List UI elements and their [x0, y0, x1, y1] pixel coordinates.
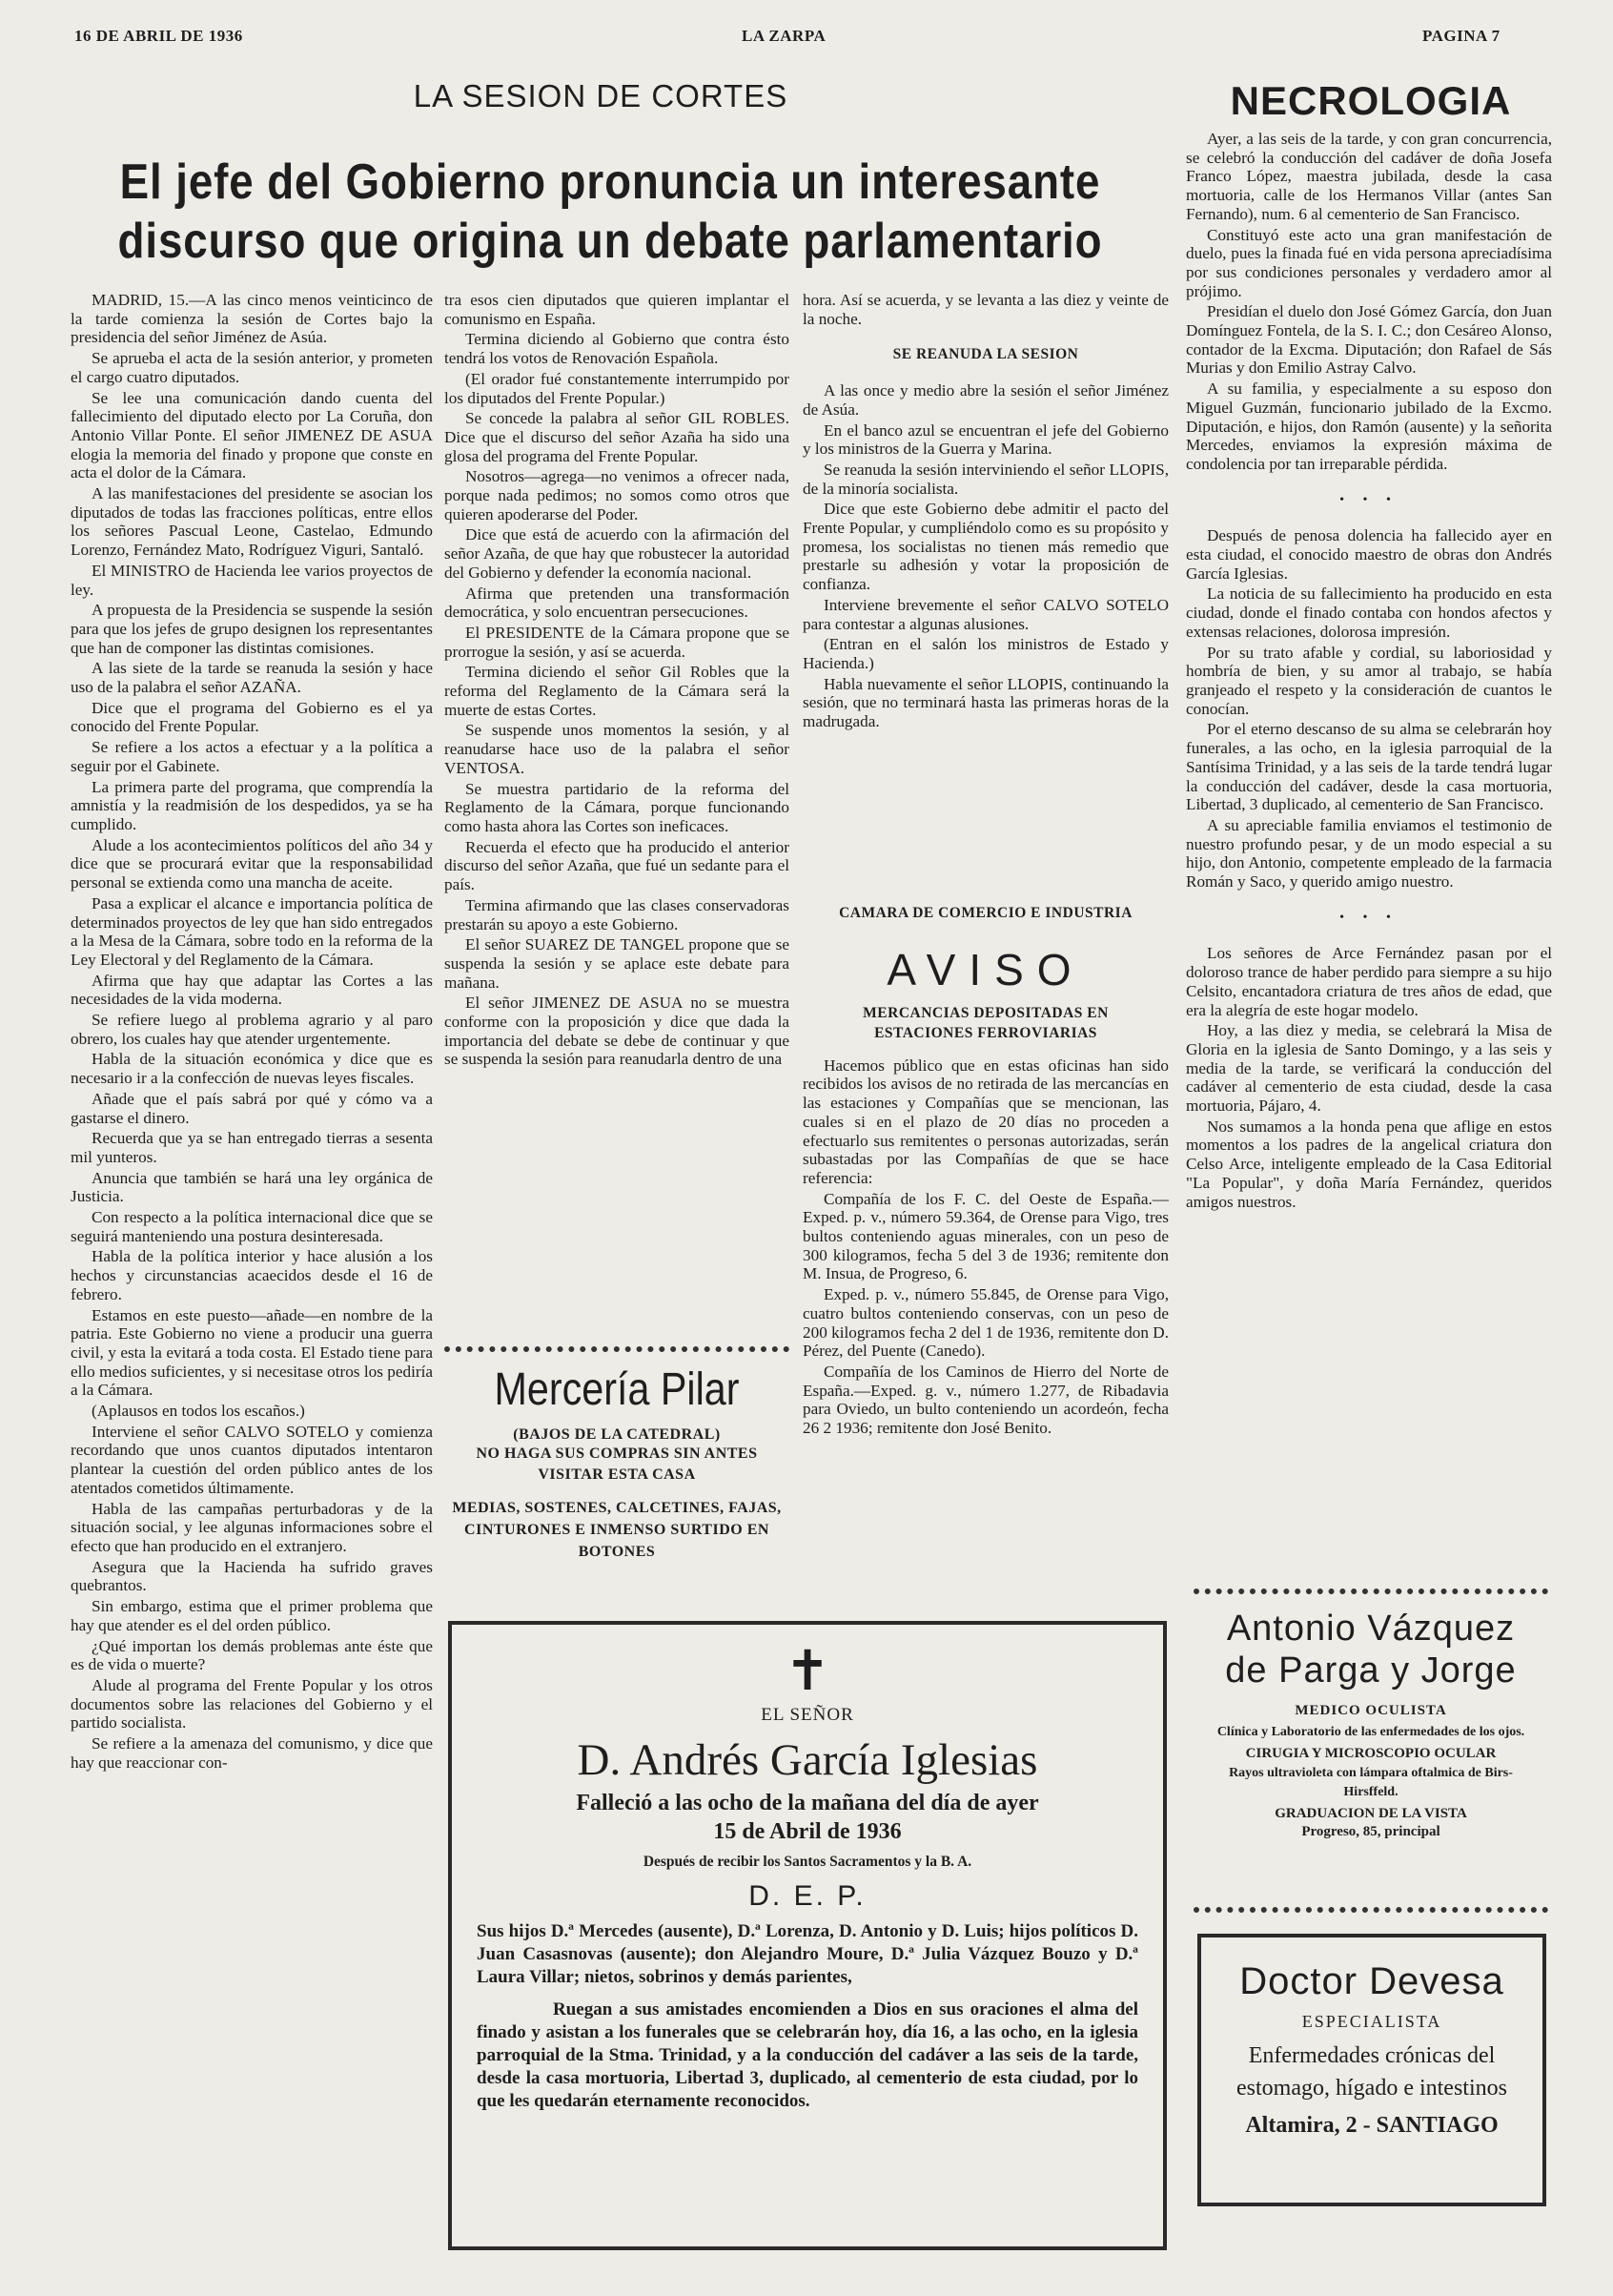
article-paragraph: Anuncia que también se hará una ley orgánica de Justicia. [71, 1168, 433, 1206]
notice-request: Ruegan a sus amistades encomienden a Dios en sus oraciones el alma del finado y asistan a los funerales que se celebrarán hoy, día 16, a las ocho, en la iglesia parroquial de la Stma. Trinidad, y a la conducción del cadáver a las seis de la tarde, desde la casa mortuoria, Libertad 3, duplicado, al cementerio de esta ciudad, por lo que les quedarán eternamente reconocidos. [477, 1999, 1138, 2111]
article-paragraph: Pasa a explicar el alcance e importancia política de determinados proyectos de ley que han sido entregados a la Mesa de la Cámara, sobre todo en la reforma de la Ley Electoral y del Reglamento de la Cámara. [71, 893, 433, 969]
article-paragraph: ¿Qué importan los demás problemas ante éste que es de vida o muerte? [71, 1636, 433, 1674]
article-paragraph: A las once y medio abre la sesión el señor Jiménez de Asúa. [803, 381, 1169, 419]
aviso-org: CAMARA DE COMERCIO E INDUSTRIA [839, 905, 1133, 921]
aviso-notice [803, 904, 1169, 1590]
section-subhead: SE REANUDA LA SESION [892, 346, 1079, 363]
doctor-title: MEDICO OCULISTA [1295, 1703, 1447, 1718]
obituary-paragraph: Por el eterno descanso de su alma se celebrarán hoy funerales, a las ocho, en la iglesia parroquial de la Santísima Trinidad, y a las seis de la tarde tendrá lugar la conducción del cadáver, desde la casa mortuoria, Libertad, 3 duplicado, al cementerio de San Francisco. [1186, 720, 1552, 814]
article-paragraph: Dice que este Gobierno debe admitir el pacto del Frente Popular, y cumpliéndolo como es su propósito y promesa, los socialistas no tienen más remedio que prestarle su adhesión y votar la proposición de confianza. [803, 500, 1169, 594]
article-paragraph: Habla de las campañas perturbadoras y de la situación social, y lee algunas informaciones sobre el efecto que han producido en el extranjero. [71, 1499, 433, 1555]
separator: • • • [1339, 910, 1399, 925]
notice-el-senor: EL SEÑOR [761, 1705, 854, 1725]
vazquez-ad [1186, 1608, 1556, 1894]
article-paragraph: El PRESIDENTE de la Cámara propone que se prorrogue la sesión, y así se acuerda. [444, 623, 789, 661]
merceria-products: MEDIAS, SOSTENES, CALCETINES, FAJAS, CINTURONES E INMENSO SURTIDO EN BOTONES [452, 1500, 782, 1560]
obituary-paragraph: Presidían el duelo don José Gómez García, don Juan Domínguez Fontela, de la S. I. C.; don Cesáreo Alonso, contador de la Excma. Diputación; don Rafael de Sás Murias y don Emilio Astray Calvo. [1186, 302, 1552, 378]
notice-family: Sus hijos D.ª Mercedes (ausente), D.ª Lorenza, D. Antonio y D. Luis; hijos políticos D. Juan Casasnovas (ausente); don Alejandro Moure, D.ª Julia Vázquez Bouzo y D.ª Laura Villar; nietos, sobrinos y demás parientes, [477, 1921, 1138, 1987]
article-paragraph: A las siete de la tarde se reanuda la sesión y hace uso de la palabra el señor AZAÑA. [71, 659, 433, 697]
article-paragraph: Alude al programa del Frente Popular y los otros documentos sobre las relaciones del Gobierno y el partido socialista. [71, 1675, 433, 1732]
article-paragraph: Afirma que hay que adaptar las Cortes a las necesidades de la vida moderna. [71, 971, 433, 1009]
article-paragraph: Se concede la palabra al señor GIL ROBLES. Dice que el discurso del señor Azaña ha sido una glosa del programa del Frente Popular. [444, 409, 789, 465]
article-paragraph: tra esos cien diputados que quieren implantar el comunismo en España. [444, 291, 789, 328]
article-paragraph: (Entran en el salón los ministros de Estado y Hacienda.) [803, 635, 1169, 672]
obituary-paragraph: A su familia, y especialmente a su esposo don Miguel Guzmán, funcionario jubilado de la Excmo. Diputación, e hijos, don Ramón (ausente) y la señorita Mercedes, enviamos la expresión máxima de condolencia por tan irreparable pérdida. [1186, 379, 1552, 473]
death-time: Falleció a las ocho de la mañana del día de ayer [576, 1791, 1039, 1815]
devesa-specialty: Enfermedades crónicas del estomago, hígado e intestinos [1236, 2043, 1507, 2101]
article-paragraph: (Aplausos en todos los escaños.) [92, 1402, 305, 1421]
article-paragraph: Se aprueba el acta de la sesión anterior, y prometen el cargo cuatro diputados. [71, 349, 433, 386]
article-paragraph: En el banco azul se encuentran el jefe del Gobierno y los ministros de la Guerra y Marina. [803, 420, 1169, 459]
article-paragraph: Dice que el programa del Gobierno es el ya conocido del Frente Popular. [71, 698, 433, 736]
article-paragraph: El señor JIMENEZ DE ASUA no se muestra conforme con la proposición y dice que dada la importancia del debate se debe de continuar y que se suspenda la sesión para reanudarla dentro de una [444, 994, 789, 1069]
article-paragraph: MADRID, 15.—A las cinco menos veinticinco de la tarde comienza la sesión de Cortes bajo la presidencia del señor Jiménez de Asúa. [71, 291, 433, 347]
obituary-paragraph: Ayer, a las seis de la tarde, y con gran concurrencia, se celebró la conducción del cadáver de doña Josefa Franco López, maestra jubilada, desde la casa mortuoria, calle de los Hermanos Villar (antes San Fernando), num. 6 al cementerio de San Francisco. [1186, 130, 1552, 223]
obituary-paragraph: Constituyó este acto una gran manifestación de duelo, pues la finada fué en vida persona apreciadísima por sus condiciones personales y verdadero amor al prójimo. [1186, 225, 1552, 300]
obituary-paragraph: Nos sumamos a la honda pena que aflige en estos momentos a los padres de la angelical criatura don Celso Arce, inteligente empleado de la Casa Editorial "La Popular", y doña María Fernández, queridos amigos nuestros. [1186, 1117, 1552, 1211]
merceria-tagline: NO HAGA SUS COMPRAS SIN ANTES VISITAR ESTA CASA [476, 1445, 758, 1483]
article-paragraph: Recuerda el efecto que ha producido el anterior discurso del señor Azaña, que fué un sedante para el país. [444, 837, 789, 894]
article-paragraph: (El orador fué constantemente interrumpido por los diputados del Frente Popular.) [444, 369, 789, 407]
obituary-paragraph: Los señores de Arce Fernández pasan por el doloroso trance de haber perdido para siempre a su hijo Celsito, encantadora criatura de tres años de edad, que era la alegría de este hogar modelo. [1186, 944, 1552, 1019]
page-number: PAGINA 7 [1422, 27, 1501, 45]
article-paragraph: Estamos en este puesto—añade—en nombre de la patria. Este Gobierno no viene a producir una guerra civil, y esta la evitará a toda costa. El Estado tiene para ello medios suficientes, y si necesitase otros los pediría a la Cámara. [71, 1305, 433, 1400]
article-paragraph: Se suspende unos momentos la sesión, y al reanudarse hace uso de la palabra el señor VENTOSA. [444, 721, 789, 777]
devesa-name: Doctor Devesa [1239, 1960, 1504, 2002]
aviso-paragraph: Compañía de los Caminos de Hierro del Norte de España.—Exped. g. v., número 1.277, de Ribadavia para Oviedo, un bulto conteniendo un acordeón, fecha 26 2 1936; remitente don José Benito. [803, 1362, 1169, 1438]
ad-divider [1194, 1589, 1548, 1594]
death-date: 15 de Abril de 1936 [713, 1819, 902, 1844]
article-paragraph: A propuesta de la Presidencia se suspende la sesión para que los jefes de grupo designen los representantes que han de componer las distintas comisiones. [71, 601, 433, 657]
aviso-title: AVISO [887, 944, 1085, 994]
obituary-paragraph: Hoy, a las diez y media, se celebrará la Misa de Gloria en la iglesia de Santo Domingo, y a las seis y media de la tarde, se verificará la conducción del cadáver al cementerio de esta ciudad, desde la casa mortuoria, Pájaro, 4. [1186, 1021, 1552, 1116]
article-paragraph: Se refiere a la amenaza del comunismo, y dice que hay que reaccionar con- [71, 1734, 433, 1772]
notice-sacraments: Después de recibir los Santos Sacramentos y la B. A. [643, 1854, 972, 1870]
article-paragraph: Termina afirmando que las clases conservadoras prestarán su apoyo a este Gobierno. [444, 895, 789, 933]
doctor-clinic: Clínica y Laboratorio de las enfermedades de los ojos. [1216, 1725, 1525, 1739]
doctor-surgery: CIRUGIA Y MICROSCOPIO OCULAR [1245, 1746, 1497, 1761]
doctor-rays: Rayos ultravioleta con lámpara oftalmica de Birs-Hirsffeld. [1229, 1766, 1513, 1799]
necrologia-column [1186, 130, 1552, 1560]
death-notice [448, 1621, 1167, 2250]
article-paragraph: Sin embargo, estima que el primer problema que hay que atender es el del orden público. [71, 1597, 433, 1634]
obituary-paragraph: Por su trato afable y cordial, su laboriosidad y hombría de bien, y su amor al trabajo, se había granjeado el respeto y la consideración de cuantos le conocían. [1186, 643, 1552, 718]
article-paragraph: Se reanuda la sesión interviniendo el señor LLOPIS, de la minoría socialista. [803, 460, 1169, 498]
aviso-subtitle: MERCANCIAS DEPOSITADAS EN ESTACIONES FERROVIARIAS [863, 1004, 1109, 1041]
deceased-name: D. Andrés García Iglesias [577, 1735, 1038, 1785]
article-paragraph: Dice que está de acuerdo con la afirmación del señor Azaña, de que hay que robustecer la autoridad del Gobierno y defender la economía nacional. [444, 525, 789, 582]
doctor-address: Progreso, 85, principal [1301, 1824, 1440, 1839]
ad-divider [444, 1346, 789, 1352]
article-paragraph: hora. Así se acuerda, y se levanta a las diez y veinte de la noche. [803, 291, 1169, 328]
aviso-paragraph: Exped. p. v., número 55.845, de Orense para Vigo, cuatro bultos conteniendo conservas, con un peso de 200 kilogramos fecha 2 del 1 de 1936, remitente don D. Pérez, del Puente (Canedo). [803, 1285, 1169, 1361]
section-title: LA SESION DE CORTES [413, 78, 788, 113]
article-paragraph: Termina diciendo al Gobierno que contra ésto tendrá los votos de Renovación Española. [444, 330, 789, 368]
article-paragraph: Interviene brevemente el señor CALVO SOTELO para contestar a algunas alusiones. [803, 595, 1169, 633]
obituary-paragraph: A su apreciable familia enviamos el testimonio de nuestro profundo pesar, y de un modo especial a su hijo, don Antonio, competente empleado de la farmacia Román y Saco, y querido amigo nuestro. [1186, 815, 1552, 892]
article-paragraph: A las manifestaciones del presidente se asocian los diputados de todas las fracciones políticas, entre ellos los señores Pascual Leone, Castelao, Edmundo Lorenzo, Fernández Mato, Rodríguez Viguri, Santaló. [71, 484, 433, 560]
obituary-paragraph: Después de penosa dolencia ha fallecido ayer en esta ciudad, el conocido maestro de obras don Andrés García Iglesias. [1186, 526, 1552, 583]
separator: • • • [1339, 492, 1399, 507]
article-paragraph: Habla de la política interior y hace alusión a los hechos y circunstancias acaecidos desde el 16 de febrero. [71, 1247, 433, 1303]
merceria-address: (BAJOS DE LA CATEDRAL) [513, 1426, 721, 1443]
merceria-name: Mercería Pilar [494, 1364, 740, 1415]
merceria-ad [437, 1363, 797, 1592]
article-paragraph: Se lee una comunicación dando cuenta del fallecimiento del diputado electo por La Coruña, don Antonio Villar Ponte. El señor JIMENEZ DE ASUA elogia la memoria del finado y propone que conste en acta el dolor de la Cámara. [71, 388, 433, 482]
article-paragraph: Habla nuevamente el señor LLOPIS, continuando la sesión, que no terminará hasta las primeras horas de la madrugada. [803, 674, 1169, 731]
necrologia-title: NECROLOGIA [1230, 78, 1512, 123]
article-paragraph: Se muestra partidario de la reforma del Reglamento de la Cámara, porque funcionando como hasta ahora las Cortes son ineficaces. [444, 779, 789, 835]
article-col-2 [444, 291, 789, 1340]
article-paragraph: Alude a los acontecimientos políticos del año 34 y dice que se procurará evitar que la responsabilidad personal se extienda como una mancha de aceite. [71, 835, 433, 892]
doctor-name-2: de Parga y Jorge [1225, 1650, 1517, 1691]
notice-dep: D. E. P. [748, 1880, 867, 1912]
article-paragraph: La primera parte del programa, que comprendía la amnistía y la readmisión de los despedidos, ya se ha cumplido. [71, 777, 433, 833]
doctor-graduation: GRADUACION DE LA VISTA [1275, 1806, 1467, 1821]
aviso-paragraph: Compañía de los F. C. del Oeste de España.—Exped. p. v., número 59.364, de Orense para Vigo, tres bultos conteniendo aguas minerales, con un peso de 300 kilogramos, fecha 5 del 3 de 1936; remitente don M. Insua, de Progreso, 6. [803, 1189, 1169, 1283]
article-paragraph: El señor SUAREZ DE TANGEL propone que se suspenda la sesión y se aplace este debate para mañana. [444, 935, 789, 992]
article-paragraph: Asegura que la Hacienda ha sufrido graves quebrantos. [71, 1557, 433, 1595]
issue-date: 16 DE ABRIL DE 1936 [74, 27, 243, 45]
article-col-1 [71, 291, 433, 2274]
devesa-title: ESPECIALISTA [1301, 2012, 1442, 2031]
article-paragraph: Recuerda que ya se han entregado tierras a sesenta mil yunteros. [71, 1129, 433, 1166]
article-paragraph: Se refiere luego al problema agrario y al paro obrero, los cuales hay que atender urgentemente. [71, 1011, 433, 1048]
obituary-paragraph: La noticia de su fallecimiento ha producido en esta ciudad, donde el finado contaba con hondos afectos y extensas relaciones, dolorosa impresión. [1186, 584, 1552, 641]
paper-name: LA ZARPA [742, 27, 827, 45]
headline: El jefe del Gobierno pronuncia un interesante discurso que origina un debate parlamentario [117, 154, 1103, 269]
devesa-address: Altamira, 2 - SANTIAGO [1245, 2113, 1499, 2138]
article-paragraph: Con respecto a la política internacional dice que se seguirá manteniendo una postura desinteresada. [71, 1208, 433, 1245]
article-paragraph: Nosotros—agrega—no venimos a ofrecer nada, porque nada pedimos; no somos como otros que quieren apoderarse del Poder. [444, 467, 789, 523]
aviso-paragraph: Hacemos público que en estas oficinas han sido recibidos los avisos de no retirada de las mercancías en las estaciones y Compañías que se mencionan, las cuales si en el plazo de 20 días no proceden a efectuarlo sus remitentes o personas autorizadas, serán subastadas por las Compañías de que se hace referencia: [803, 1056, 1169, 1187]
article-col-3 [803, 291, 1169, 853]
article-paragraph: Añade que el país sabrá por qué y cómo va a gastarse el dinero. [71, 1089, 433, 1127]
article-paragraph: Se refiere a los actos a efectuar y a la política a seguir por el Gabinete. [71, 738, 433, 775]
article-paragraph: Habla de la situación económica y dice que es necesario ir a la confección de nuevas leyes fiscales. [71, 1050, 433, 1088]
article-paragraph: Interviene el señor CALVO SOTELO y comienza recordando que unos cuantos diputados intentaron plantear la cuestión del orden público antes de los atentados cometidos últimamente. [71, 1422, 433, 1497]
article-paragraph: Termina diciendo el señor Gil Robles que la reforma del Reglamento de la Cámara será la muerte de estas Cortes. [444, 663, 789, 719]
article-paragraph: El MINISTRO de Hacienda lee varios proyectos de ley. [71, 561, 433, 599]
cross-icon: ✝ [784, 1640, 831, 1702]
doctor-name: Antonio Vázquez [1226, 1609, 1516, 1649]
devesa-ad [1197, 1934, 1546, 2206]
article-paragraph: Afirma que pretenden una transformación democrática, y solo encuentran persecuciones. [444, 584, 789, 622]
ad-divider [1194, 1907, 1548, 1913]
